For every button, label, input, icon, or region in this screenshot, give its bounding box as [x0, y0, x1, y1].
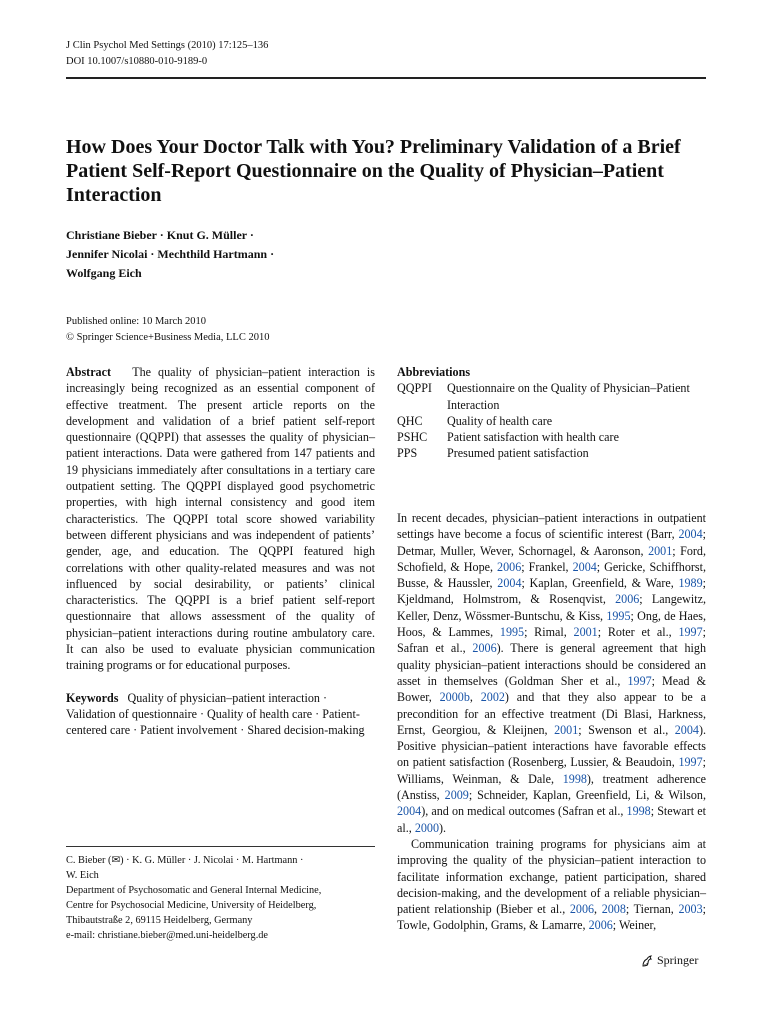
- citation-link[interactable]: 2004: [497, 576, 522, 591]
- intro-text-run: ; Gericke, Schiffhorst, Busse, & Haussler,: [397, 559, 707, 591]
- citation-link[interactable]: 1989: [678, 576, 703, 591]
- footnote-line: Centre for Psychosocial Medicine, University of Heidelberg,: [66, 900, 317, 911]
- abbreviations-table: [397, 380, 706, 461]
- keywords-heading: Keywords: [66, 690, 119, 705]
- abstract-heading: Abstract: [66, 365, 112, 379]
- citation-link[interactable]: 2001: [573, 625, 598, 640]
- citation-link[interactable]: 2004: [674, 722, 699, 737]
- intro-text-run: ; Swenson et al.,: [578, 722, 675, 737]
- citation-link[interactable]: 2004: [397, 804, 422, 819]
- abstract: [66, 364, 375, 674]
- citation-link[interactable]: 2006: [497, 559, 522, 574]
- intro-text-run: ; Langewitz, Keller, Denz, Wössmer-Buntschu, & Kiss,: [397, 592, 706, 623]
- author-line: Jennifer Nicolai · Mechthild Hartmann ·: [66, 247, 275, 261]
- intro-text-run: ; Detmar, Muller, Wever, Schornagel, & Aaronson,: [397, 527, 706, 558]
- citation-link[interactable]: 1995: [606, 608, 631, 623]
- citation-link[interactable]: 1998: [626, 804, 651, 819]
- intro-text-run: ; Kjeldmand, Holmstrom, & Rosenqvist,: [397, 576, 707, 607]
- intro-text-run: ; Ong, de Haes, Hoos, & Lammes,: [397, 608, 706, 640]
- abbreviations-heading: Abbreviations: [397, 365, 471, 379]
- author-line: Christiane Bieber · Knut G. Müller ·: [66, 228, 254, 242]
- doi[interactable]: DOI 10.1007/s10880-010-9189-0: [66, 56, 208, 67]
- article-title: How Does Your Doctor Talk with You? Preliminary Validation of a Brief Patient Self-Report Questionnaire on the Quality of Physician–Patient Interaction: [66, 136, 681, 206]
- intro-text-run: ).: [439, 820, 447, 835]
- abbreviation-key: PPS: [397, 446, 418, 461]
- running-header: [66, 38, 268, 70]
- left-column: [66, 364, 375, 739]
- intro-text-run: ; Frankel,: [521, 559, 573, 574]
- header-rule: [66, 77, 706, 79]
- citation-link[interactable]: 2004: [678, 527, 703, 542]
- citation-link[interactable]: 2006: [615, 592, 640, 607]
- citation-link[interactable]: 1998: [562, 771, 587, 786]
- footnote-line: Department of Psychosomatic and General Internal Medicine,: [66, 885, 322, 896]
- abbreviation-key: QHC: [397, 413, 423, 428]
- publisher-logo: [640, 953, 698, 968]
- intro-text-run: ; Mead & Bower,: [397, 673, 706, 705]
- citation-link[interactable]: 2000: [414, 820, 439, 835]
- abbreviation-value: Questionnaire on the Quality of Physician–Patient Interaction: [447, 381, 690, 412]
- intro-text-run: ; Stewart et al.,: [397, 804, 707, 835]
- published-date: Published online: 10 March 2010: [66, 316, 206, 327]
- citation-link[interactable]: 1997: [627, 673, 652, 688]
- abbreviation-key: QQPPI: [397, 381, 432, 396]
- citation-link[interactable]: 2006: [588, 918, 613, 933]
- footnote-line: W. Eich: [66, 870, 99, 881]
- footnote-line: Thibautstraße 2, 69115 Heidelberg, Germany: [66, 915, 253, 926]
- citation-link[interactable]: 2006: [472, 641, 497, 656]
- abbreviation-value: Quality of health care: [447, 413, 553, 428]
- citation-link[interactable]: 2001: [554, 722, 579, 737]
- intro-text-run: ) and that they also appear to be a precondition for an effective treatment (Di Blasi, Harkness, Ernst, Georgiou, & Kleijnen,: [397, 690, 706, 737]
- intro-text-run: ; Tiernan,: [625, 902, 679, 917]
- introduction: [397, 510, 706, 934]
- abbreviations-section: [397, 364, 706, 462]
- author-line: Wolfgang Eich: [66, 266, 142, 280]
- abbreviation-value: Patient satisfaction with health care: [447, 430, 619, 445]
- intro-paragraph-2: [397, 836, 706, 934]
- abbreviation-row: [397, 380, 706, 413]
- intro-text-run: ; Safran et al.,: [397, 625, 707, 656]
- footnote-line: C. Bieber (✉) · K. G. Müller · J. Nicolai · M. Hartmann ·: [66, 855, 304, 866]
- citation-link[interactable]: 2000b: [439, 690, 470, 705]
- springer-horse-icon: [640, 954, 654, 968]
- citation-link[interactable]: 1995: [499, 625, 525, 640]
- intro-text-run: Communication training programs for physicians aim at improving the quality of the physician–patient interaction to facilitate information exchange, patient participation, shared decision-making, and the development of a reliable physician–patient relationship (Bieber et al.,: [397, 836, 706, 917]
- intro-text-run: ; Towle, Godolphin, Grams, & Lamarre,: [397, 902, 707, 933]
- abbreviation-row: [397, 445, 706, 461]
- intro-text-run: ; Williams, Weinman, & Dale,: [397, 755, 706, 786]
- copyright: © Springer Science+Business Media, LLC 2010: [66, 332, 270, 343]
- author-affiliation-footnote: [66, 846, 375, 943]
- intro-text-run: ), treatment adherence (Anstiss,: [397, 771, 706, 803]
- citation-link[interactable]: 2001: [648, 543, 673, 558]
- intro-text-run: ; Rimal,: [524, 625, 574, 640]
- citation-link[interactable]: 2008: [601, 902, 626, 917]
- abstract-text: The quality of physician–patient interaction is increasingly being recognized as an essential component of effective treatment. The present article reports on the development and validation of a brief patient self-report questionnaire (QQPPI) that assesses the quality of physician–patient interactions. Data were gathered from 147 patients and 19 physicians immediately after consultations in a tertiary care outpatient setting. The QQPPI displayed good psychometric properties, with high internal consistency and good item characteristics. The QQPPI total score showed variability between different physicians and was independent of patients’ gender, age, and education. The QQPPI featured high correlations with other quality-related measures and was not influenced by social desirability, or patients’ clinical characteristics. The QQPPI is a brief patient self-report questionnaire that allows assessment of the quality of physician–patient interactions during routine ambulatory care. It can also be used to evaluate physician communication training programs or for educational purposes.: [66, 365, 375, 673]
- keywords: [66, 690, 375, 739]
- author-list: [66, 226, 466, 283]
- intro-text-run: ; Schneider, Kaplan, Greenfield, Li, & Wilson,: [468, 788, 706, 803]
- footnote-email[interactable]: e-mail: christiane.bieber@med.uni-heidelberg.de: [66, 930, 268, 941]
- citation-link[interactable]: 2003: [678, 902, 703, 917]
- publication-info: [66, 314, 269, 346]
- citation-link[interactable]: 1997: [678, 625, 703, 640]
- citation-link[interactable]: 2006: [569, 902, 595, 917]
- abbreviation-row: [397, 413, 706, 429]
- publisher-name: Springer: [657, 953, 699, 967]
- intro-text-run: ), and on medical outcomes (Safran et al.,: [421, 804, 627, 819]
- intro-text-run: ). Positive physician–patient interactions have favorable effects on patient satisfaction (Rosenberg, Lussier, & Beaudoin,: [397, 722, 706, 770]
- journal-citation: J Clin Psychol Med Settings (2010) 17:125–136: [66, 40, 269, 51]
- intro-text-run: ,: [469, 690, 481, 705]
- citation-link[interactable]: 2009: [444, 788, 469, 803]
- citation-link[interactable]: 2002: [480, 690, 505, 705]
- abbreviation-value: Presumed patient satisfaction: [447, 446, 589, 461]
- keywords-text: Quality of physician–patient interaction · Validation of questionnaire · Quality of health care · Patient-centered care · Patient involvement · Shared decision-making: [66, 690, 365, 738]
- citation-link[interactable]: 1997: [678, 755, 703, 770]
- intro-paragraph-1: [397, 510, 706, 836]
- intro-text-run: In recent decades, physician–patient interactions in outpatient settings have become a focus of scientific interest (Barr,: [397, 511, 706, 542]
- abbreviation-row: [397, 429, 706, 445]
- intro-text-run: ; Ford, Schofield, & Hope,: [397, 543, 706, 574]
- citation-link[interactable]: 2004: [572, 559, 597, 574]
- intro-text-run: ; Roter et al.,: [597, 625, 679, 640]
- intro-text-run: ; Weiner,: [612, 918, 657, 933]
- intro-text-run: ; Kaplan, Greenfield, & Ware,: [521, 576, 679, 591]
- intro-text-run: ,: [594, 902, 602, 917]
- abbreviation-key: PSHC: [397, 430, 428, 445]
- intro-text-run: ). There is general agreement that high quality physician–patient interactions should be considered an asset in themselves (Goldman Sher et al.,: [397, 641, 706, 688]
